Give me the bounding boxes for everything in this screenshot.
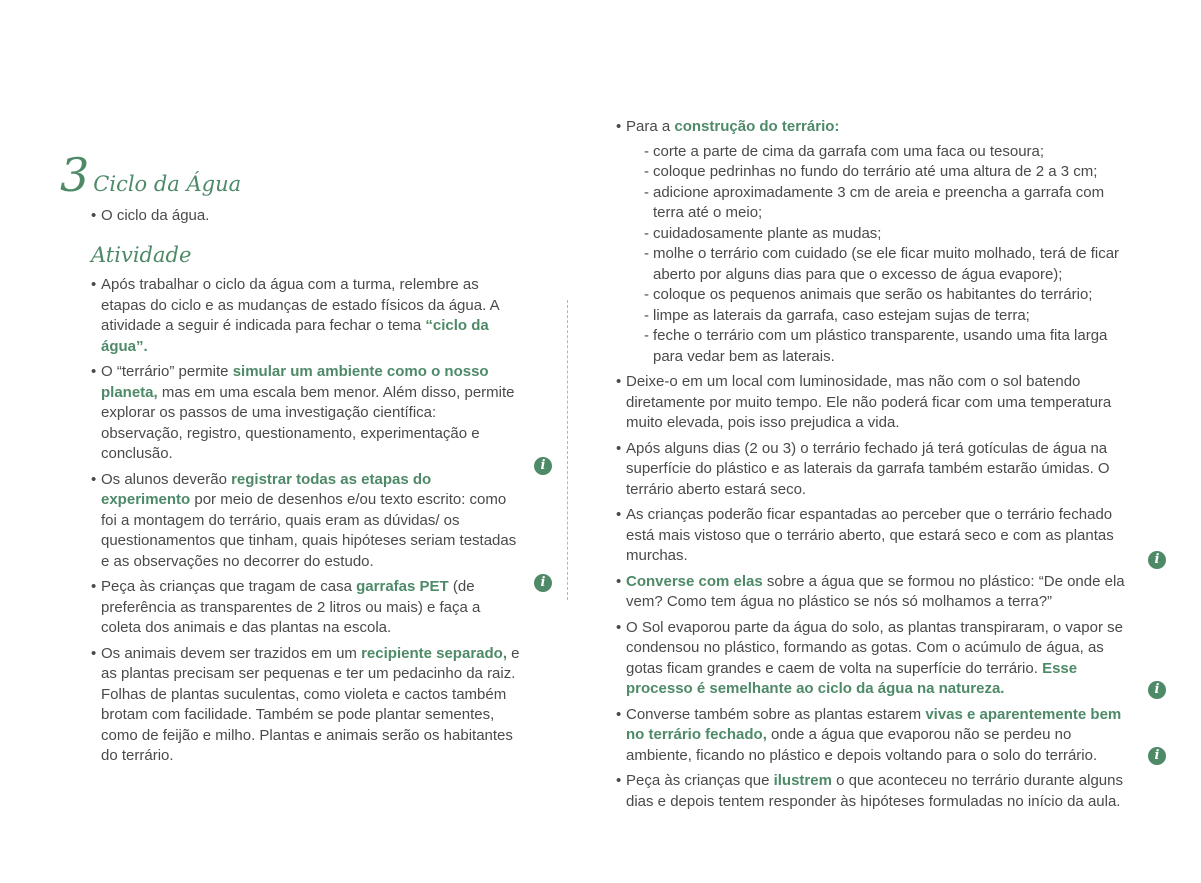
- paragraph-item: • O Sol evaporou parte da água do solo, as plantas transpiraram, o vapor se condensou no plástico, formando as gotas. Com o acúmulo de água, as gotas ficam grandes e caem de volta na superfície do terrário. Esse processo é semelhante ao ciclo da água na natureza.: [616, 618, 1136, 700]
- info-icon[interactable]: i: [1148, 551, 1166, 569]
- paragraph-item: • Peça às crianças que ilustrem o que aconteceu no terrário durante alguns dias e depois tentem responder às hipóteses formuladas no início da aula.: [616, 771, 1136, 812]
- step-item: - adicione aproximadamente 3 cm de areia e preencha a garrafa com terra até o meio;: [636, 183, 1136, 224]
- step-item: - coloque os pequenos animais que serão os habitantes do terrário;: [636, 285, 1136, 306]
- info-icon[interactable]: i: [1148, 681, 1166, 699]
- activity-heading: Atividade: [91, 242, 192, 267]
- left-column: [91, 206, 521, 772]
- activity-item: • Peça às crianças que tragam de casa garrafas PET (de preferência as transparentes de 2 litros ou mais) e faça a coleta dos animais e das plantas na escola.: [91, 577, 521, 639]
- chapter-heading: [60, 150, 241, 200]
- intro-item: • O ciclo da água.: [91, 206, 521, 227]
- info-icon[interactable]: i: [534, 457, 552, 475]
- paragraph-item: • Deixe-o em um local com luminosidade, mas não com o sol batendo diretamente por muito tempo. Ele não poderá ficar com uma temperatura muito elevada, pois isso prejudica a vida.: [616, 372, 1136, 434]
- step-item: - coloque pedrinhas no fundo do terrário até uma altura de 2 a 3 cm;: [636, 162, 1136, 183]
- right-column: [616, 117, 1136, 817]
- paragraph-item: • As crianças poderão ficar espantadas ao perceber que o terrário fechado está mais vistoso que o terrário aberto, que estará seco e com as plantas murchas.: [616, 505, 1136, 567]
- info-icon[interactable]: i: [534, 574, 552, 592]
- activity-item: • O “terrário” permite simular um ambiente como o nosso planeta, mas em uma escala bem menor. Além disso, permite explorar os passos de uma investigação científica: observação, registro, questionamento, experimentação e conclusão.: [91, 362, 521, 465]
- paragraph-item: • Converse com elas sobre a água que se formou no plástico: “De onde ela vem? Como tem água no plástico se nós só molhamos a terra?”: [616, 572, 1136, 613]
- paragraph-item: • Após alguns dias (2 ou 3) o terrário fechado já terá gotículas de água na superfície do plástico e as laterais da garrafa também estarão úmidas. O terrário aberto estará seco.: [616, 439, 1136, 501]
- chapter-title: Ciclo da Água: [93, 172, 242, 196]
- construction-item: • Para a construção do terrário: - corte a parte de cima da garrafa com uma faca ou tesoura; - coloque pedrinhas no fundo do terrário até uma altura de 2 a 3 cm; - adicione aproximadamente 3 cm de areia e preencha a garrafa com terra até o meio; - cuidadosamente plante as mudas; - molhe o terrário com cuidado (se ele ficar muito molhado, terá de ficar aberto por alguns dias para que o excesso de água evapore); - coloque os pequenos animais que serão os habitantes do terrário; - limpe as laterais da garrafa, caso estejam sujas de terra; - feche o terrário com um plástico transparente, usando uma fita larga para vedar bem as laterais.: [616, 117, 1136, 367]
- activity-item: • Após trabalhar o ciclo da água com a turma, relembre as etapas do ciclo e as mudanças de estado físicos da água. A atividade a seguir é indicada para fechar o tema “ciclo da água”.: [91, 275, 521, 357]
- step-item: - limpe as laterais da garrafa, caso estejam sujas de terra;: [636, 306, 1136, 327]
- chapter-number: 3: [60, 148, 90, 202]
- step-item: - feche o terrário com um plástico transparente, usando uma fita larga para vedar bem as laterais.: [636, 326, 1136, 367]
- step-item: - cuidadosamente plante as mudas;: [636, 224, 1136, 245]
- paragraph-item: • Converse também sobre as plantas estarem vivas e aparentemente bem no terrário fechado, onde a água que evaporou não se perdeu no ambiente, ficando no plástico e depois voltando para o solo do terrário.: [616, 705, 1136, 767]
- activity-list: [91, 275, 521, 767]
- step-item: - corte a parte de cima da garrafa com uma faca ou tesoura;: [636, 142, 1136, 163]
- activity-item: • Os alunos deverão registrar todas as etapas do experimento por meio de desenhos e/ou texto escrito: como foi a montagem do terrário, quais eram as dúvidas/ os questionamentos que tinham, quais hipóteses seriam testadas e as observações no decorrer do estudo.: [91, 470, 521, 573]
- step-item: - molhe o terrário com cuidado (se ele ficar muito molhado, terá de ficar aberto por alguns dias para que o excesso de água evapore);: [636, 244, 1136, 285]
- activity-item: • Os animais devem ser trazidos em um recipiente separado, e as plantas precisam ser pequenas e ter um pedacinho da raiz. Folhas de plantas suculentas, como violeta e cactos também brotam com facilidade. Também se pode plantar sementes, como de feijão e milho. Plantas e animais serão os habitantes do terrário.: [91, 644, 521, 767]
- construction-steps: [636, 142, 1136, 368]
- column-divider: [567, 300, 568, 600]
- info-icon[interactable]: i: [1148, 747, 1166, 765]
